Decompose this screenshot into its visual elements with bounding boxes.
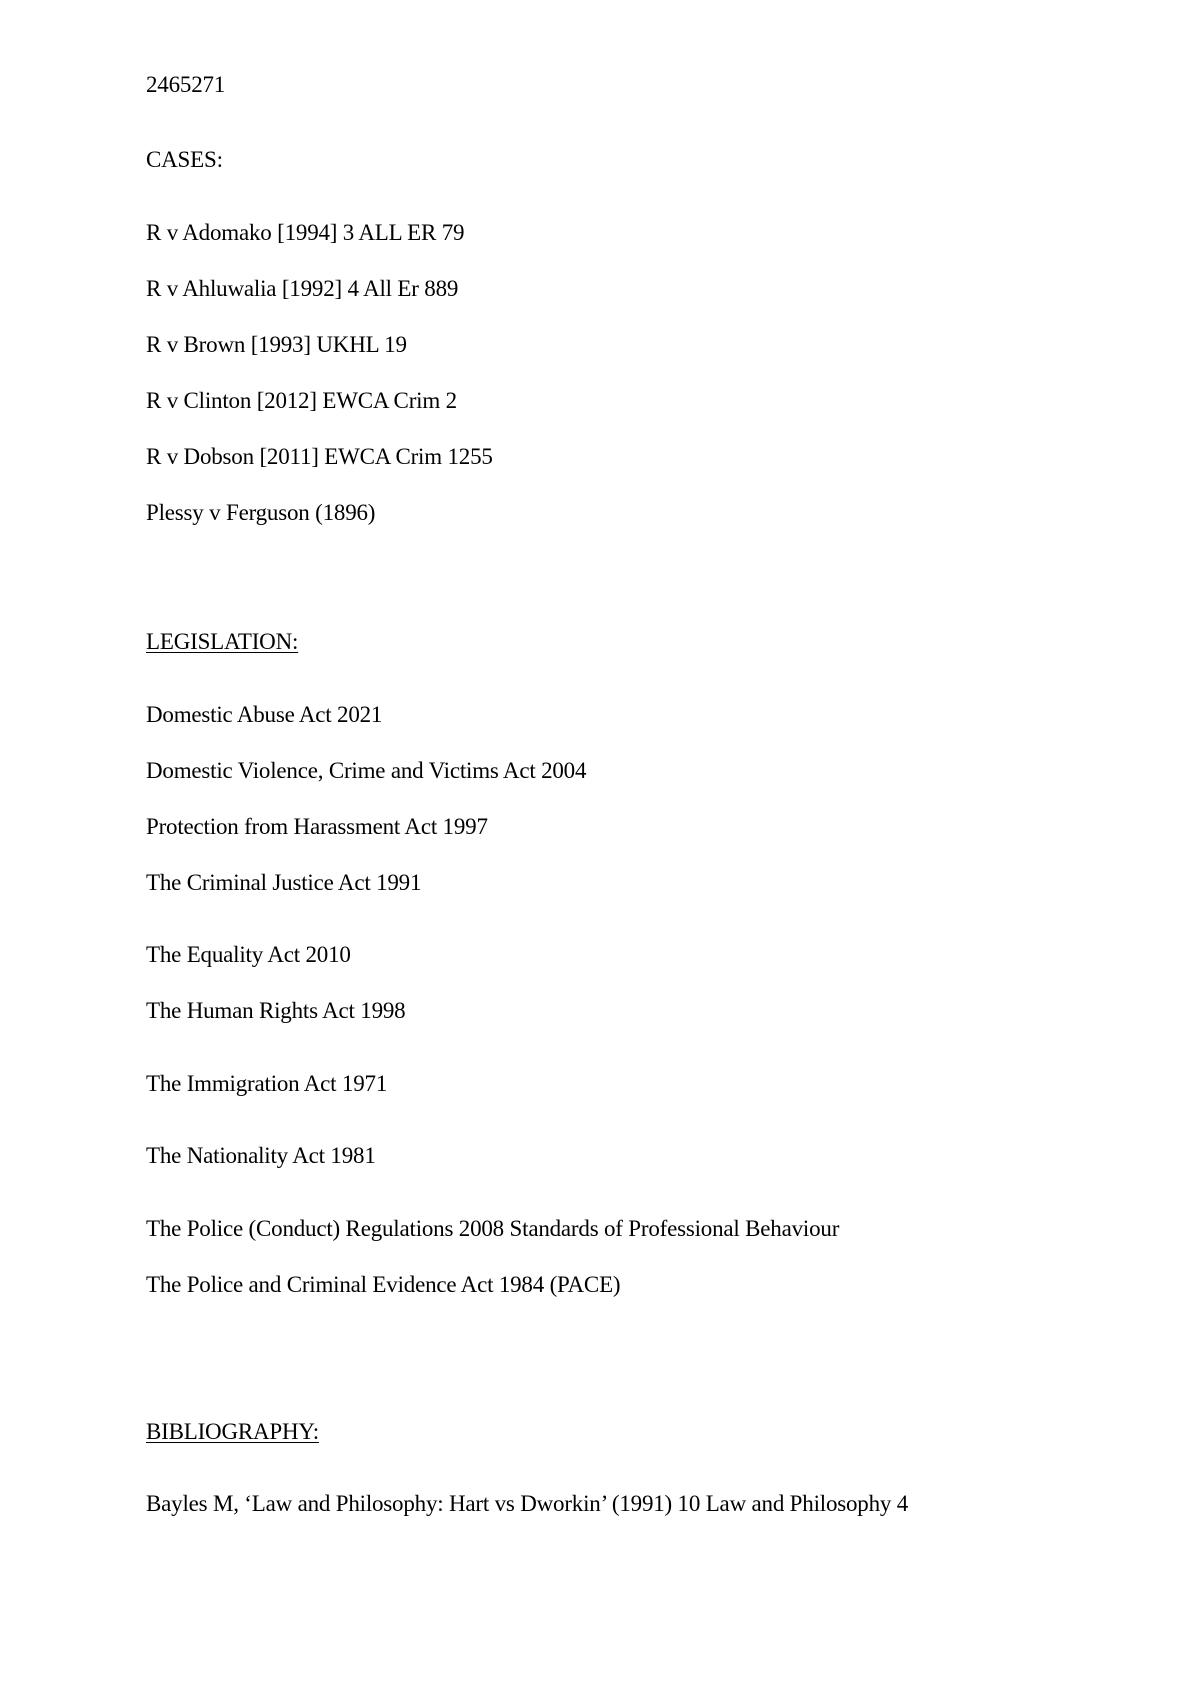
case-item: R v Clinton [2012] EWCA Crim 2 — [146, 388, 457, 413]
case-item: R v Ahluwalia [1992] 4 All Er 889 — [146, 276, 459, 301]
legislation-item: The Equality Act 2010 — [146, 942, 351, 967]
legislation-item: Domestic Violence, Crime and Victims Act 2004 — [146, 758, 587, 783]
cases-heading: CASES: — [146, 147, 223, 172]
case-item: R v Adomako [1994] 3 ALL ER 79 — [146, 220, 465, 245]
legislation-item: The Human Rights Act 1998 — [146, 998, 406, 1023]
bibliography-item: Bayles M, ‘Law and Philosophy: Hart vs Dworkin’ (1991) 10 Law and Philosophy 4 — [146, 1491, 909, 1516]
case-item: R v Dobson [2011] EWCA Crim 1255 — [146, 444, 493, 469]
legislation-item: The Immigration Act 1971 — [146, 1071, 388, 1096]
legislation-heading: LEGISLATION: — [146, 629, 299, 654]
legislation-item: Domestic Abuse Act 2021 — [146, 702, 383, 727]
legislation-item: The Police (Conduct) Regulations 2008 Standards of Professional Behaviour — [146, 1216, 840, 1241]
legislation-item: The Criminal Justice Act 1991 — [146, 870, 422, 895]
legislation-item: Protection from Harassment Act 1997 — [146, 814, 488, 839]
bibliography-heading: BIBLIOGRAPHY: — [146, 1419, 319, 1444]
student-id: 2465271 — [146, 72, 226, 97]
legislation-item: The Nationality Act 1981 — [146, 1143, 376, 1168]
legislation-item: The Police and Criminal Evidence Act 1984 (PACE) — [146, 1272, 621, 1297]
case-item: R v Brown [1993] UKHL 19 — [146, 332, 407, 357]
case-item: Plessy v Ferguson (1896) — [146, 500, 376, 525]
